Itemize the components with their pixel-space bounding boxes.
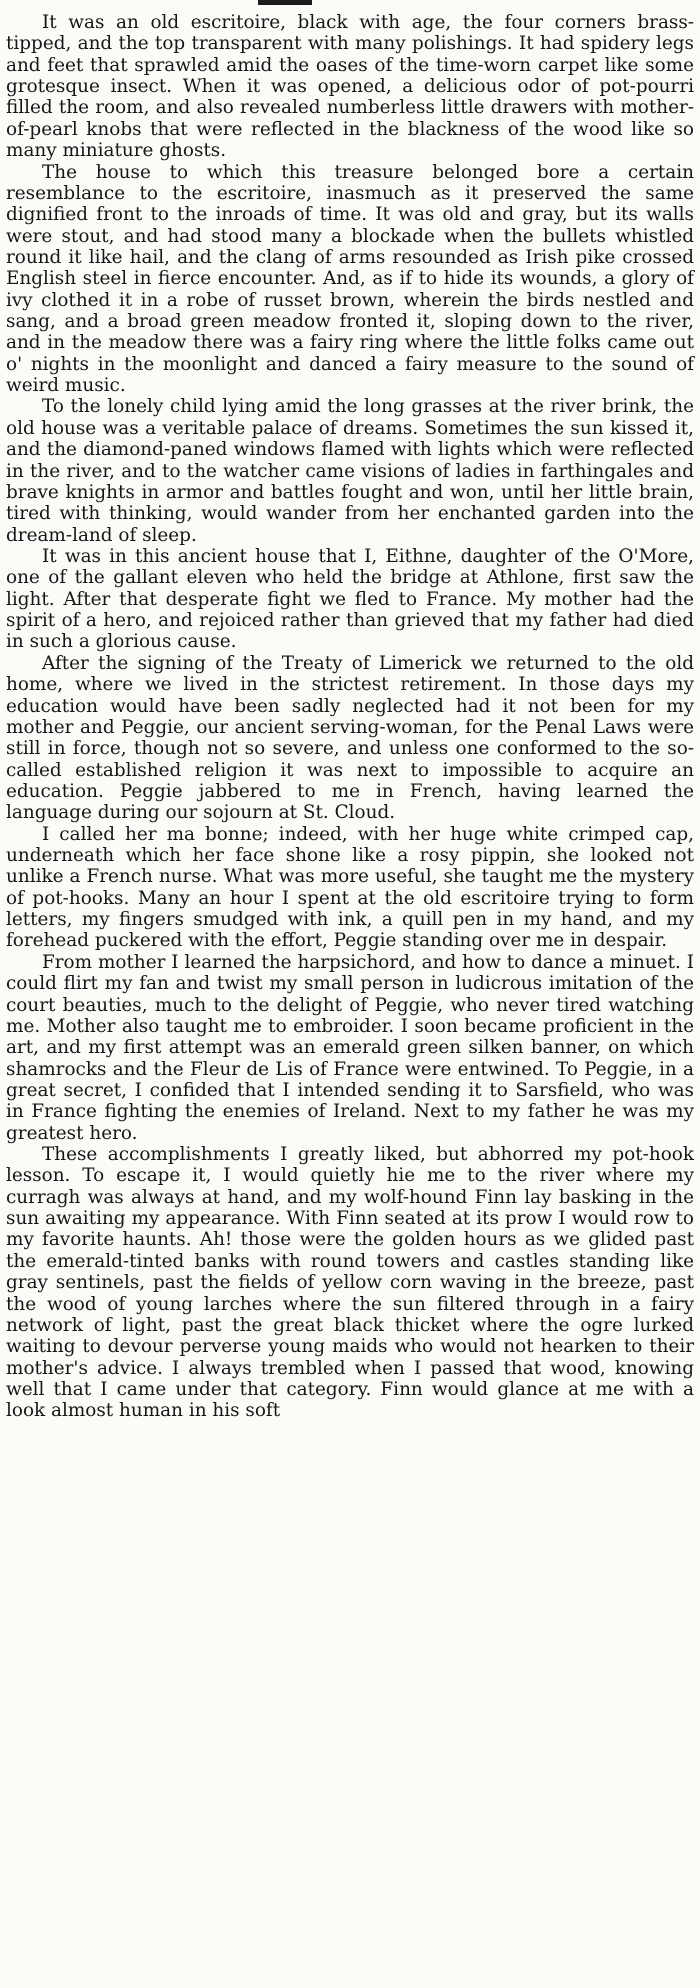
paragraph-ma-bonne: I called her ma bonne; indeed, with her huge white crimped cap, underneath which her face shone like a rosy pippin, she looked not unlike a French nurse. What was more useful, she taught me the mystery of pot-hooks. Many an hour I spent at the old escritoire trying to form letters, my fingers smudged with ink, a quill pen in my hand, and my forehead puckered with the effort, Peggie standing over me in despair.: [6, 823, 694, 952]
paragraph-harpsichord: From mother I learned the harpsichord, and how to dance a minuet. I could flirt my fan and twist my small person in ludicrous imitation of the court beauties, much to the delight of Peggie, who never tired watching me. Mother also taught me to embroider. I soon became proficient in the art, and my first attempt was an emerald green silken banner, on which shamrocks and the Fleur de Lis of France were entwined. To Peggie, in a great secret, I confided that I intended sending it to Sarsfield, who was in France fighting the enemies of Ireland. Next to my father he was my greatest hero.: [6, 951, 694, 1144]
paragraph-palace-of-dreams: To the lonely child lying amid the long grasses at the river brink, the old house was a veritable palace of dreams. Sometimes the sun kissed it, and the diamond-paned windows flamed with lights which were reflected in the river, and to the watcher came visions of ladies in farthingales and brave knights in armor and battles fought and won, until her little brain, tired with thinking, would wander from her enchanted garden into the dream-land of sleep.: [6, 396, 694, 546]
story-column: [6, 12, 694, 1422]
paragraph-house: The house to which this treasure belonged bore a certain resemblance to the escritoire, inasmuch as it preserved the same dignified front to the inroads of time. It was old and gray, but its walls were stout, and had stood many a blockade when the bullets whistled round it like hail, and the clang of arms resounded as Irish pike crossed English steel in fierce encounter. And, as if to hide its wounds, a glory of ivy clothed it in a robe of russet brown, wherein the birds nestled and sang, and a broad green meadow fronted it, sloping down to the river, and in the meadow there was a fairy ring where the little folks came out o' nights in the moonlight and danced a fairy measure to the sound of weird music.: [6, 161, 694, 397]
header-rule: [258, 0, 312, 5]
paragraph-eithne: It was in this ancient house that I, Eithne, daughter of the O'More, one of the gallant eleven who held the bridge at Athlone, first saw the light. After that desperate fight we fled to France. My mother had the spirit of a hero, and rejoiced rather than grieved that my father had died in such a glorious cause.: [6, 545, 694, 653]
paragraph-limerick: After the signing of the Treaty of Limerick we returned to the old home, where we lived in the strictest retirement. In those days my education would have been sadly neglected had it not been for my mother and Peggie, our ancient serving-woman, for the Penal Laws were still in force, though not so severe, and unless one conformed to the so-called established religion it was next to impossible to acquire an education. Peggie jabbered to me in French, having learned the language during our sojourn at St. Cloud.: [6, 652, 694, 824]
paragraph-escritoire: It was an old escritoire, black with age, the four corners brass-tipped, and the top transparent with many polishings. It had spidery legs and feet that sprawled amid the oases of the time-worn carpet like some grotesque insect. When it was opened, a delicious odor of pot-pourri filled the room, and also revealed numberless little drawers with mother-of-pearl knobs that were reflected in the blackness of the wood like so many miniature ghosts.: [6, 12, 694, 162]
paragraph-curragh: These accomplishments I greatly liked, but abhorred my pot-hook lesson. To escape it, I would quietly hie me to the river where my curragh was always at hand, and my wolf-hound Finn lay basking in the sun awaiting my appearance. With Finn seated at its prow I would row to my favorite haunts. Ah! those were the golden hours as we glided past the emerald-tinted banks with round towers and castles standing like gray sentinels, past the fields of yellow corn waving in the breeze, past the wood of young larches where the sun filtered through in a fairy network of light, past the great black thicket where the ogre lurked waiting to devour perverse young maids who would not hearken to their mother's advice. I always trembled when I passed that wood, knowing well that I came under that category. Finn would glance at me with a look almost human in his soft: [6, 1144, 694, 1422]
